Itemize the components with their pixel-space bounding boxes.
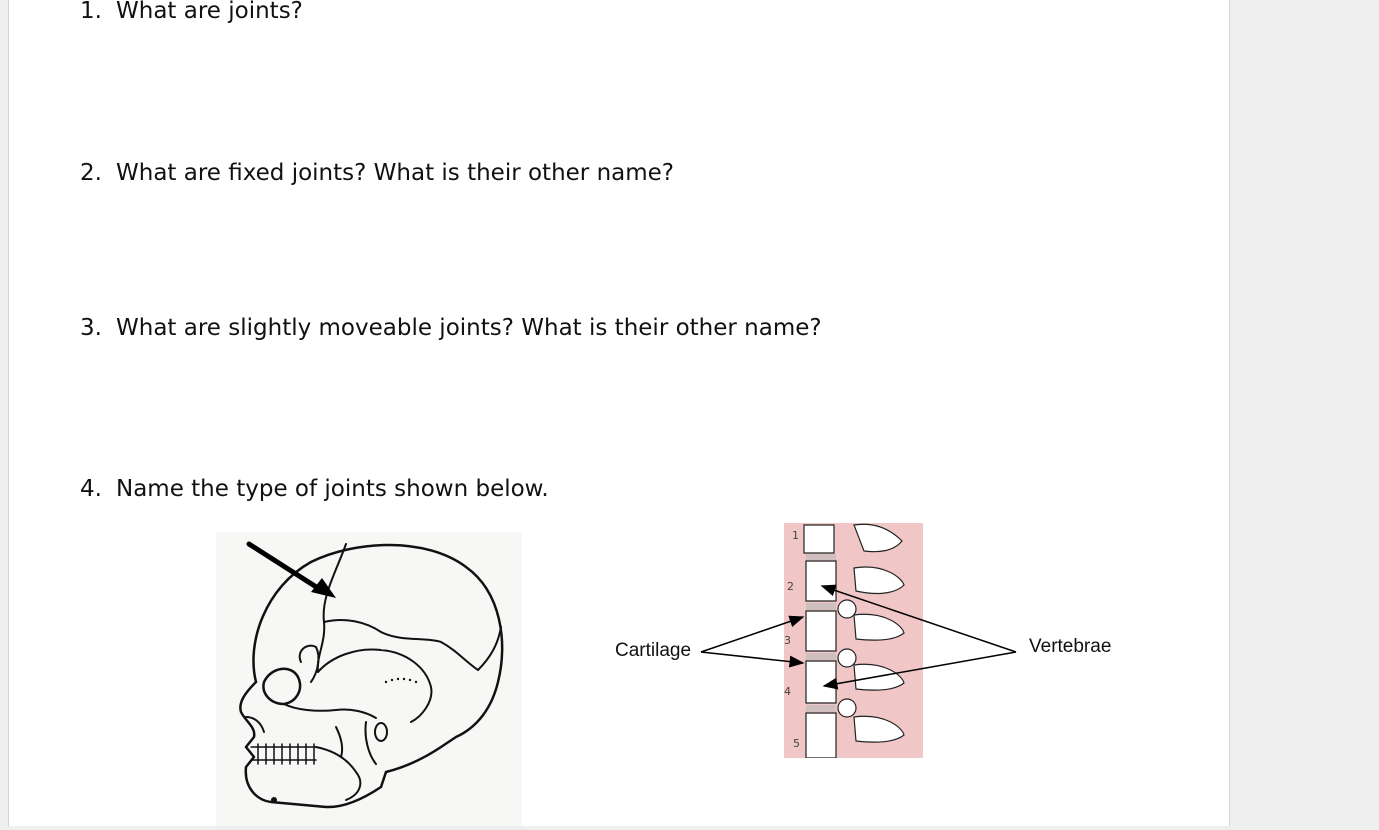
- cartilage-arrow-upper: [701, 617, 803, 652]
- question-text: What are slightly moveable joints? What is their other name?: [116, 315, 822, 341]
- vertebrae-arrow-upper: [822, 586, 1016, 652]
- vertebrae-arrow-lower: [824, 652, 1016, 686]
- question-number: 2.: [80, 160, 102, 186]
- question-number: 4.: [80, 476, 102, 502]
- cartilage-arrow-lower: [701, 652, 803, 663]
- vertebra-number: 5: [793, 737, 800, 750]
- label-arrows: [9, 0, 1231, 826]
- vertebra-number: 3: [784, 634, 791, 647]
- question-text: Name the type of joints shown below.: [116, 476, 549, 502]
- question-number: 3.: [80, 315, 102, 341]
- question-number: 1.: [80, 0, 102, 24]
- cartilage-label: Cartilage: [615, 640, 692, 661]
- document-page: [8, 0, 1230, 826]
- question-text: What are joints?: [116, 0, 303, 24]
- vertebra-number: 2: [787, 580, 794, 593]
- vertebrae-label: Vertebrae: [1029, 636, 1112, 657]
- vertebra-number: 1: [792, 529, 799, 542]
- question-text: What are fixed joints? What is their other name?: [116, 160, 674, 186]
- vertebra-number: 4: [784, 685, 791, 698]
